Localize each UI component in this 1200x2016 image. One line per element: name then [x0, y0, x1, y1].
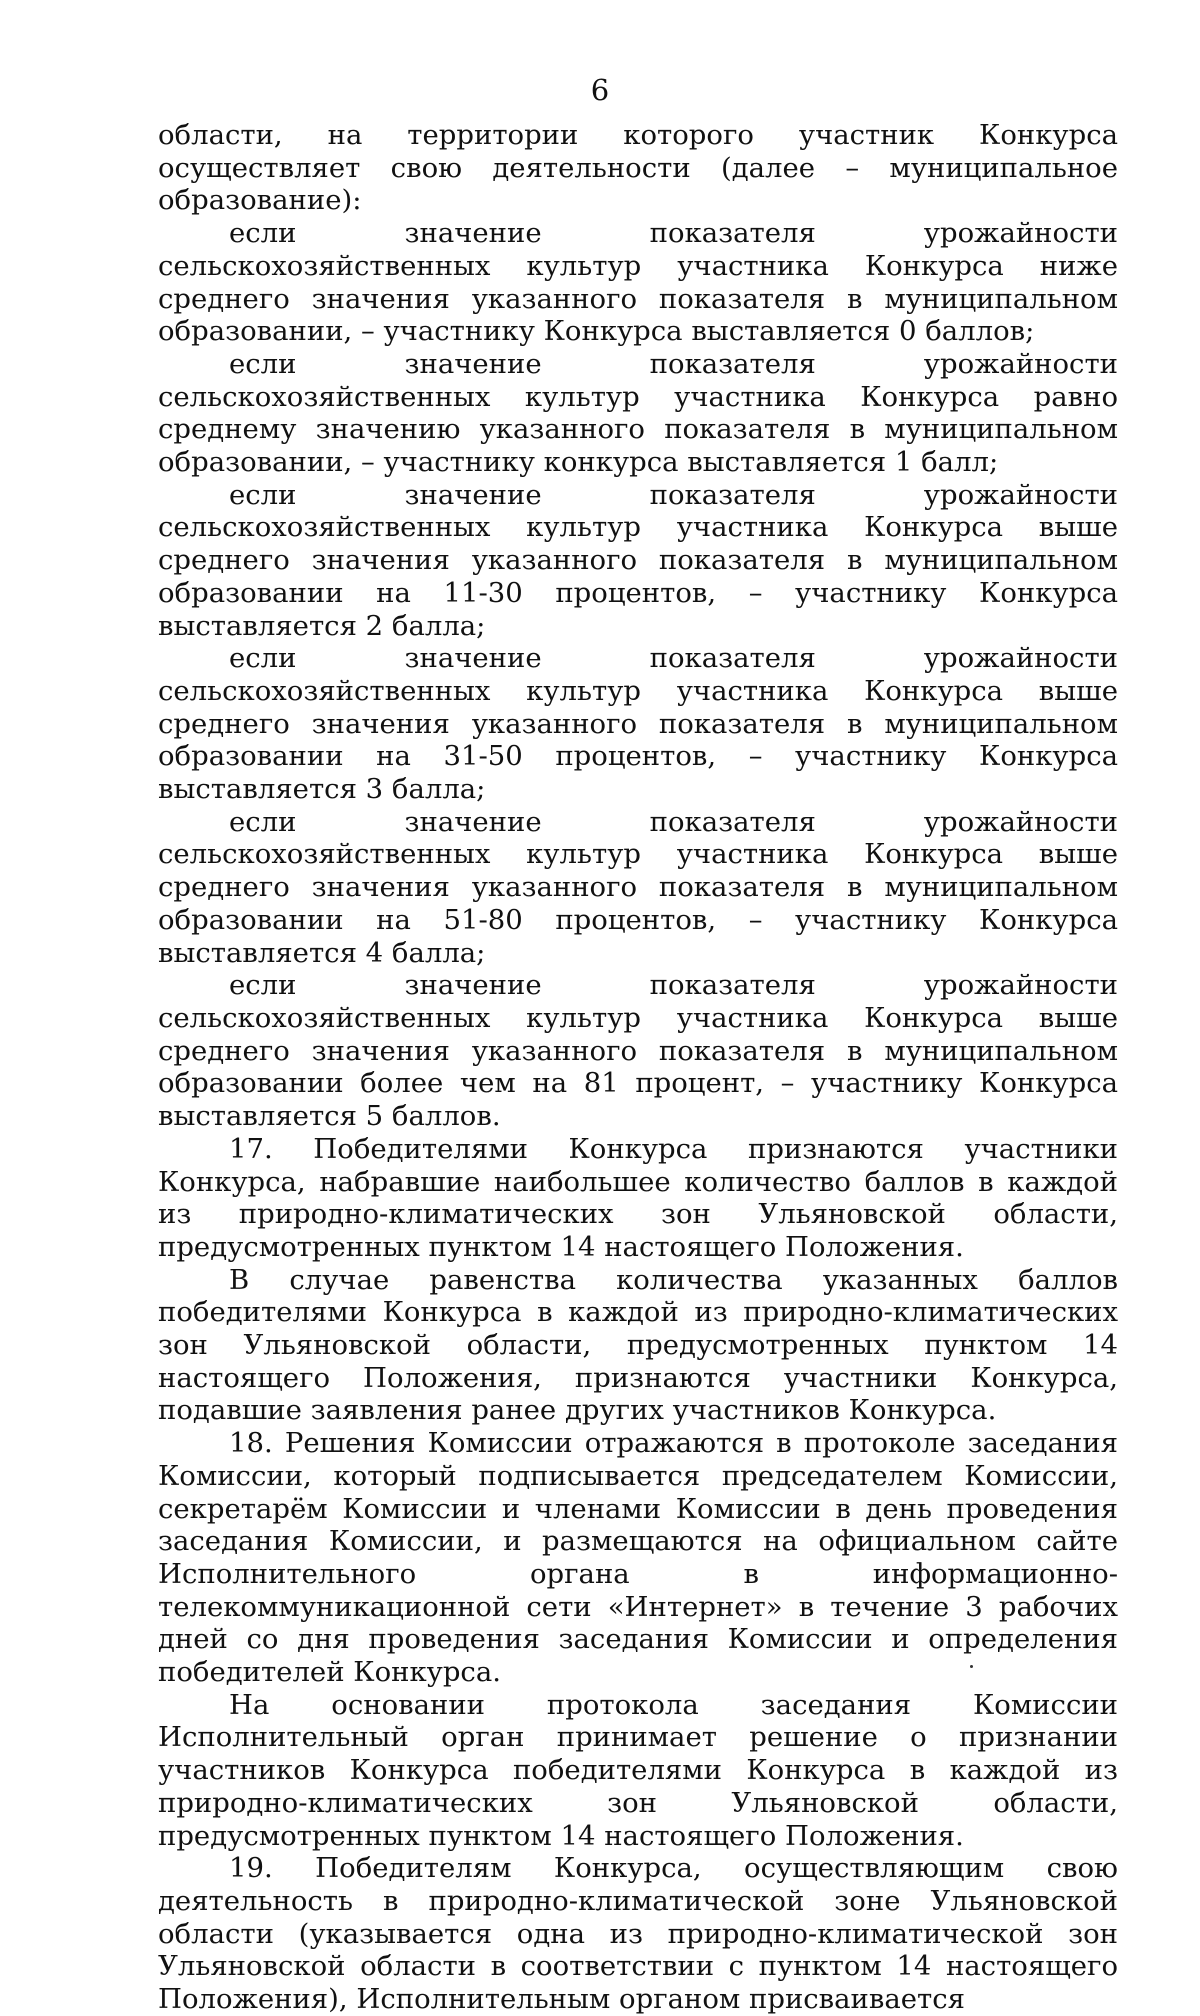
paragraph-clause-17: 17. Победителями Конкурса признаются участники Конкурса, набравшие наибольшее количество баллов в каждой из природно-климатических зон Ульяновской области, предусмотренных пунктом 14 настоящего Положения. [158, 1132, 1118, 1263]
paragraph-score-5: если значение показателя урожайности сельскохозяйственных культур участника Конкурса выше среднего значения указанного показателя в муниципальном образовании более чем на 81 процент, – участнику Конкурса выставляется 5 баллов. [158, 969, 1118, 1133]
paragraph-decision: На основании протокола заседания Комиссии Исполнительный орган принимает решение о признании участников Конкурса победителями Конкурса в каждой из природно-климатических зон Ульяновской области, предусмотренных пунктом 14 настоящего Положения. [158, 1688, 1118, 1852]
paragraph-clause-18: 18. Решения Комиссии отражаются в протоколе заседания Комиссии, который подписывается председателем Комиссии, секретарём Комиссии и членами Комиссии в день проведения заседания Комиссии, и размещаются на официальном сайте Исполнительного органа в информационно-телекоммуникационной сети «Интернет» в течение 3 рабочих дней со дня проведения заседания Комиссии и определения победителей Конкурса. [158, 1427, 1118, 1689]
scan-speck [970, 1665, 973, 1668]
paragraph-score-4: если значение показателя урожайности сельскохозяйственных культур участника Конкурса выше среднего значения указанного показателя в муниципальном образовании на 51-80 процентов, – участнику Конкурса выставляется 4 балла; [158, 805, 1118, 969]
paragraph-score-2: если значение показателя урожайности сельскохозяйственных культур участника Конкурса выше среднего значения указанного показателя в муниципальном образовании на 11-30 процентов, – участнику Конкурса выставляется 2 балла; [158, 478, 1118, 642]
document-body [158, 119, 1118, 2016]
paragraph-tie-rule: В случае равенства количества указанных баллов победителями Конкурса в каждой из природно-климатических зон Ульяновской области, предусмотренных пунктом 14 настоящего Положения, признаются участники Конкурса, подавшие заявления ранее других участников Конкурса. [158, 1263, 1118, 1427]
paragraph-continuation: области, на территории которого участник Конкурса осуществляет свою деятельности (далее – муниципальное образование): [158, 119, 1118, 217]
paragraph-score-1: если значение показателя урожайности сельскохозяйственных культур участника Конкурса равно среднему значению указанного показателя в муниципальном образовании, – участнику конкурса выставляется 1 балл; [158, 347, 1118, 479]
paragraph-score-3: если значение показателя урожайности сельскохозяйственных культур участника Конкурса выше среднего значения указанного показателя в муниципальном образовании на 31-50 процентов, – участнику Конкурса выставляется 3 балла; [158, 642, 1118, 806]
paragraph-score-0: если значение показателя урожайности сельскохозяйственных культур участника Конкурса ниже среднего значения указанного показателя в муниципальном образовании, – участнику Конкурса выставляется 0 баллов; [158, 217, 1118, 348]
paragraph-clause-19: 19. Победителям Конкурса, осуществляющим свою деятельность в природно-климатической зоне Ульяновской области (указывается одна из природно-климатической зон Ульяновской области в соответствии с пунктом 14 настоящего Положения), Исполнительным органом присваивается [158, 1852, 1118, 2016]
page-number: 6 [590, 73, 610, 107]
